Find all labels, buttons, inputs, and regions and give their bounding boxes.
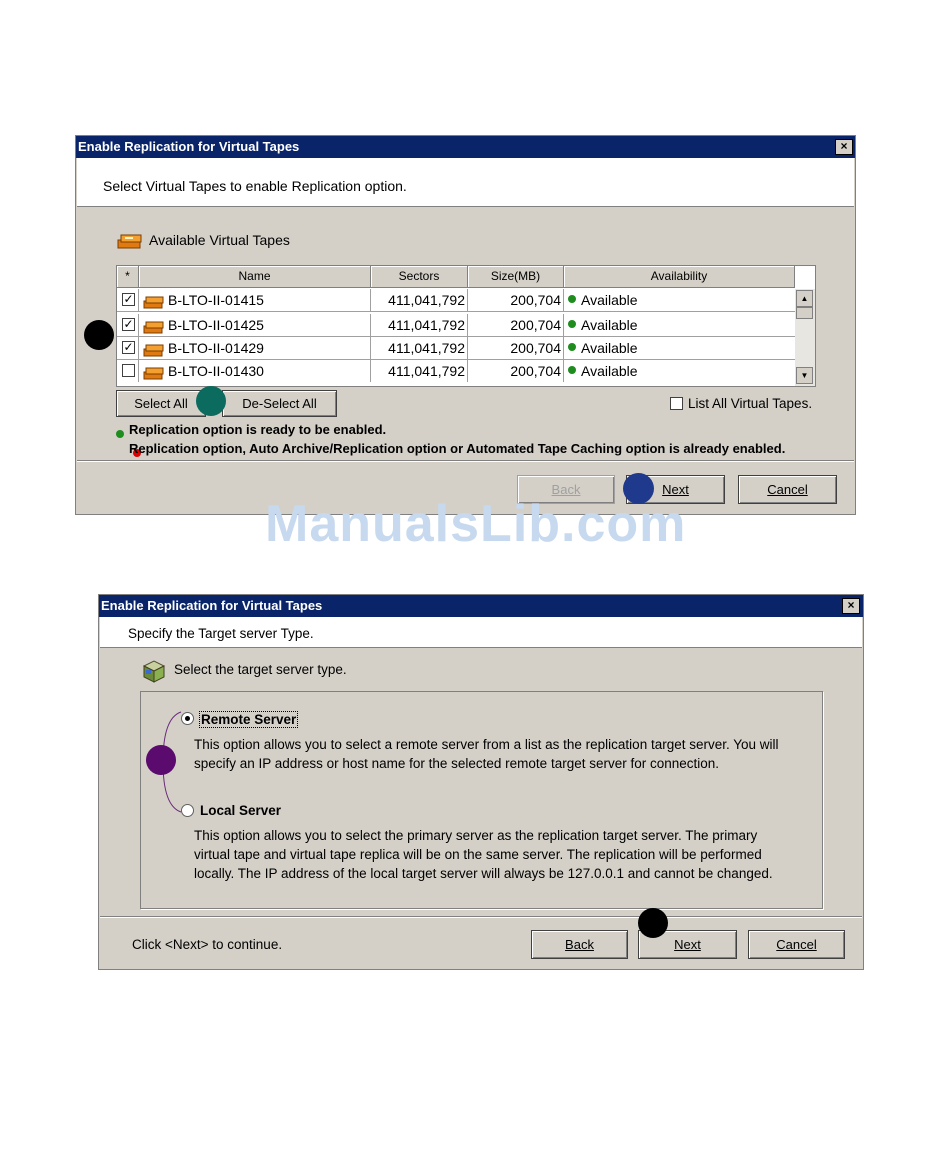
tape-stack-icon	[116, 232, 144, 253]
next-label: Next	[662, 482, 689, 497]
watermark: ManualsLib.com	[265, 495, 687, 553]
tape-name: B-LTO-II-01415	[168, 292, 264, 308]
scroll-thumb[interactable]	[796, 307, 813, 319]
legend-green-dot	[116, 430, 124, 438]
sectors-cell: 411,041,792	[371, 289, 468, 311]
server-cube-icon	[140, 658, 166, 687]
separator	[77, 460, 854, 462]
dialog-title: Enable Replication for Virtual Tapes	[76, 136, 855, 158]
column-header-availability[interactable]: Availability	[564, 266, 795, 288]
table-row[interactable]	[117, 289, 795, 312]
status-green-dot	[568, 366, 576, 374]
table-row[interactable]	[117, 314, 795, 337]
table-row[interactable]	[117, 337, 795, 360]
callout-marker-purple	[146, 745, 176, 775]
local-server-description: This option allows you to select the primary server as the replication target server. The primary virtual tape and virtual tape replica will be on the same server. The replication will be performed locally. The IP address of the local target server will always be 127.0.0.1 and cannot be changed.	[194, 828, 773, 881]
availability-cell	[564, 314, 795, 336]
availability-cell	[564, 360, 795, 382]
scroll-up-icon[interactable]: ▲	[796, 290, 813, 307]
availability-text: Available	[581, 292, 638, 308]
status-green-dot	[568, 295, 576, 303]
tape-name: B-LTO-II-01430	[168, 363, 264, 379]
section-label: Select the target server type.	[174, 662, 347, 677]
sectors-cell: 411,041,792	[371, 360, 468, 382]
name-cell	[139, 360, 371, 382]
name-cell	[139, 314, 371, 336]
row-checkbox[interactable]: ✓	[123, 340, 134, 354]
availability-text: Available	[581, 317, 638, 333]
availability-cell	[564, 289, 795, 311]
size-cell: 200,704	[468, 314, 564, 336]
close-icon[interactable]: ×	[842, 598, 860, 614]
legend-red-text: Replication option, Auto Archive/Replication option or Automated Tape Caching option is already enabled.	[129, 441, 786, 456]
dialog-enable-replication-2	[98, 594, 864, 970]
next-label: Next	[674, 937, 701, 952]
back-button[interactable]	[531, 930, 628, 959]
row-select-cell	[117, 314, 139, 336]
size-cell: 200,704	[468, 289, 564, 311]
name-cell	[139, 337, 371, 359]
cancel-button[interactable]	[748, 930, 845, 959]
section-label: Available Virtual Tapes	[149, 232, 290, 248]
tape-icon	[143, 364, 165, 386]
select-all-button[interactable]: Select All	[116, 390, 206, 417]
cancel-label: Cancel	[776, 937, 817, 952]
size-cell: 200,704	[468, 360, 564, 382]
back-label: Back	[551, 482, 581, 497]
instruction-text: Specify the Target server Type.	[128, 626, 314, 641]
instruction-text: Select Virtual Tapes to enable Replication option.	[103, 178, 407, 194]
name-cell	[139, 289, 371, 311]
deselect-all-button[interactable]: De-Select All	[222, 390, 337, 417]
sectors-cell: 411,041,792	[371, 337, 468, 359]
callout-marker-black	[84, 320, 114, 350]
footer-hint: Click <Next> to continue.	[132, 937, 283, 952]
row-checkbox[interactable]: ✓	[123, 292, 134, 306]
close-icon[interactable]: ×	[835, 139, 853, 155]
status-green-dot	[568, 343, 576, 351]
server-type-group	[140, 691, 823, 909]
availability-text: Available	[581, 363, 638, 379]
size-cell: 200,704	[468, 337, 564, 359]
instruction-panel	[77, 158, 854, 207]
tape-icon	[143, 293, 165, 315]
back-label: Back	[565, 937, 594, 952]
column-header-size[interactable]: Size(MB)	[468, 266, 564, 288]
local-server-radio[interactable]	[181, 804, 194, 817]
remote-server-radio[interactable]	[181, 712, 194, 725]
callout-marker-teal	[196, 386, 226, 416]
row-select-cell	[117, 289, 139, 311]
list-all-label: List All Virtual Tapes.	[688, 396, 813, 411]
cancel-label: Cancel	[767, 482, 808, 497]
legend-green-text: Replication option is ready to be enabled.	[129, 422, 387, 437]
availability-text: Available	[581, 340, 638, 356]
virtual-tapes-table	[116, 265, 816, 387]
column-header-select[interactable]: *	[117, 266, 139, 288]
local-server-label[interactable]: Local Server	[200, 803, 282, 818]
radio-selected-dot	[185, 716, 190, 721]
separator	[100, 916, 862, 918]
availability-cell	[564, 337, 795, 359]
scroll-down-icon[interactable]: ▼	[796, 367, 813, 384]
column-header-sectors[interactable]: Sectors	[371, 266, 468, 288]
column-header-name[interactable]: Name	[139, 266, 371, 288]
row-checkbox[interactable]	[122, 364, 135, 377]
row-select-cell	[117, 360, 139, 382]
status-green-dot	[568, 320, 576, 328]
dialog-enable-replication-1	[75, 135, 856, 515]
tape-name: B-LTO-II-01429	[168, 340, 264, 356]
dialog-title: Enable Replication for Virtual Tapes	[99, 595, 863, 617]
sectors-cell: 411,041,792	[371, 314, 468, 336]
row-checkbox[interactable]: ✓	[123, 317, 134, 331]
list-all-checkbox[interactable]	[670, 397, 683, 410]
tape-name: B-LTO-II-01425	[168, 317, 264, 333]
cancel-button[interactable]	[738, 475, 837, 504]
table-row[interactable]	[117, 360, 795, 383]
instruction-panel	[100, 617, 862, 648]
remote-server-label[interactable]: Remote Server	[201, 712, 297, 727]
callout-marker-black-2	[638, 908, 668, 938]
remote-server-description: This option allows you to select a remote server from a list as the replication target server. You will specify an IP address or host name for the selected remote target server for connection.	[194, 737, 779, 771]
table-scrollbar[interactable]	[795, 289, 815, 386]
row-select-cell	[117, 337, 139, 359]
